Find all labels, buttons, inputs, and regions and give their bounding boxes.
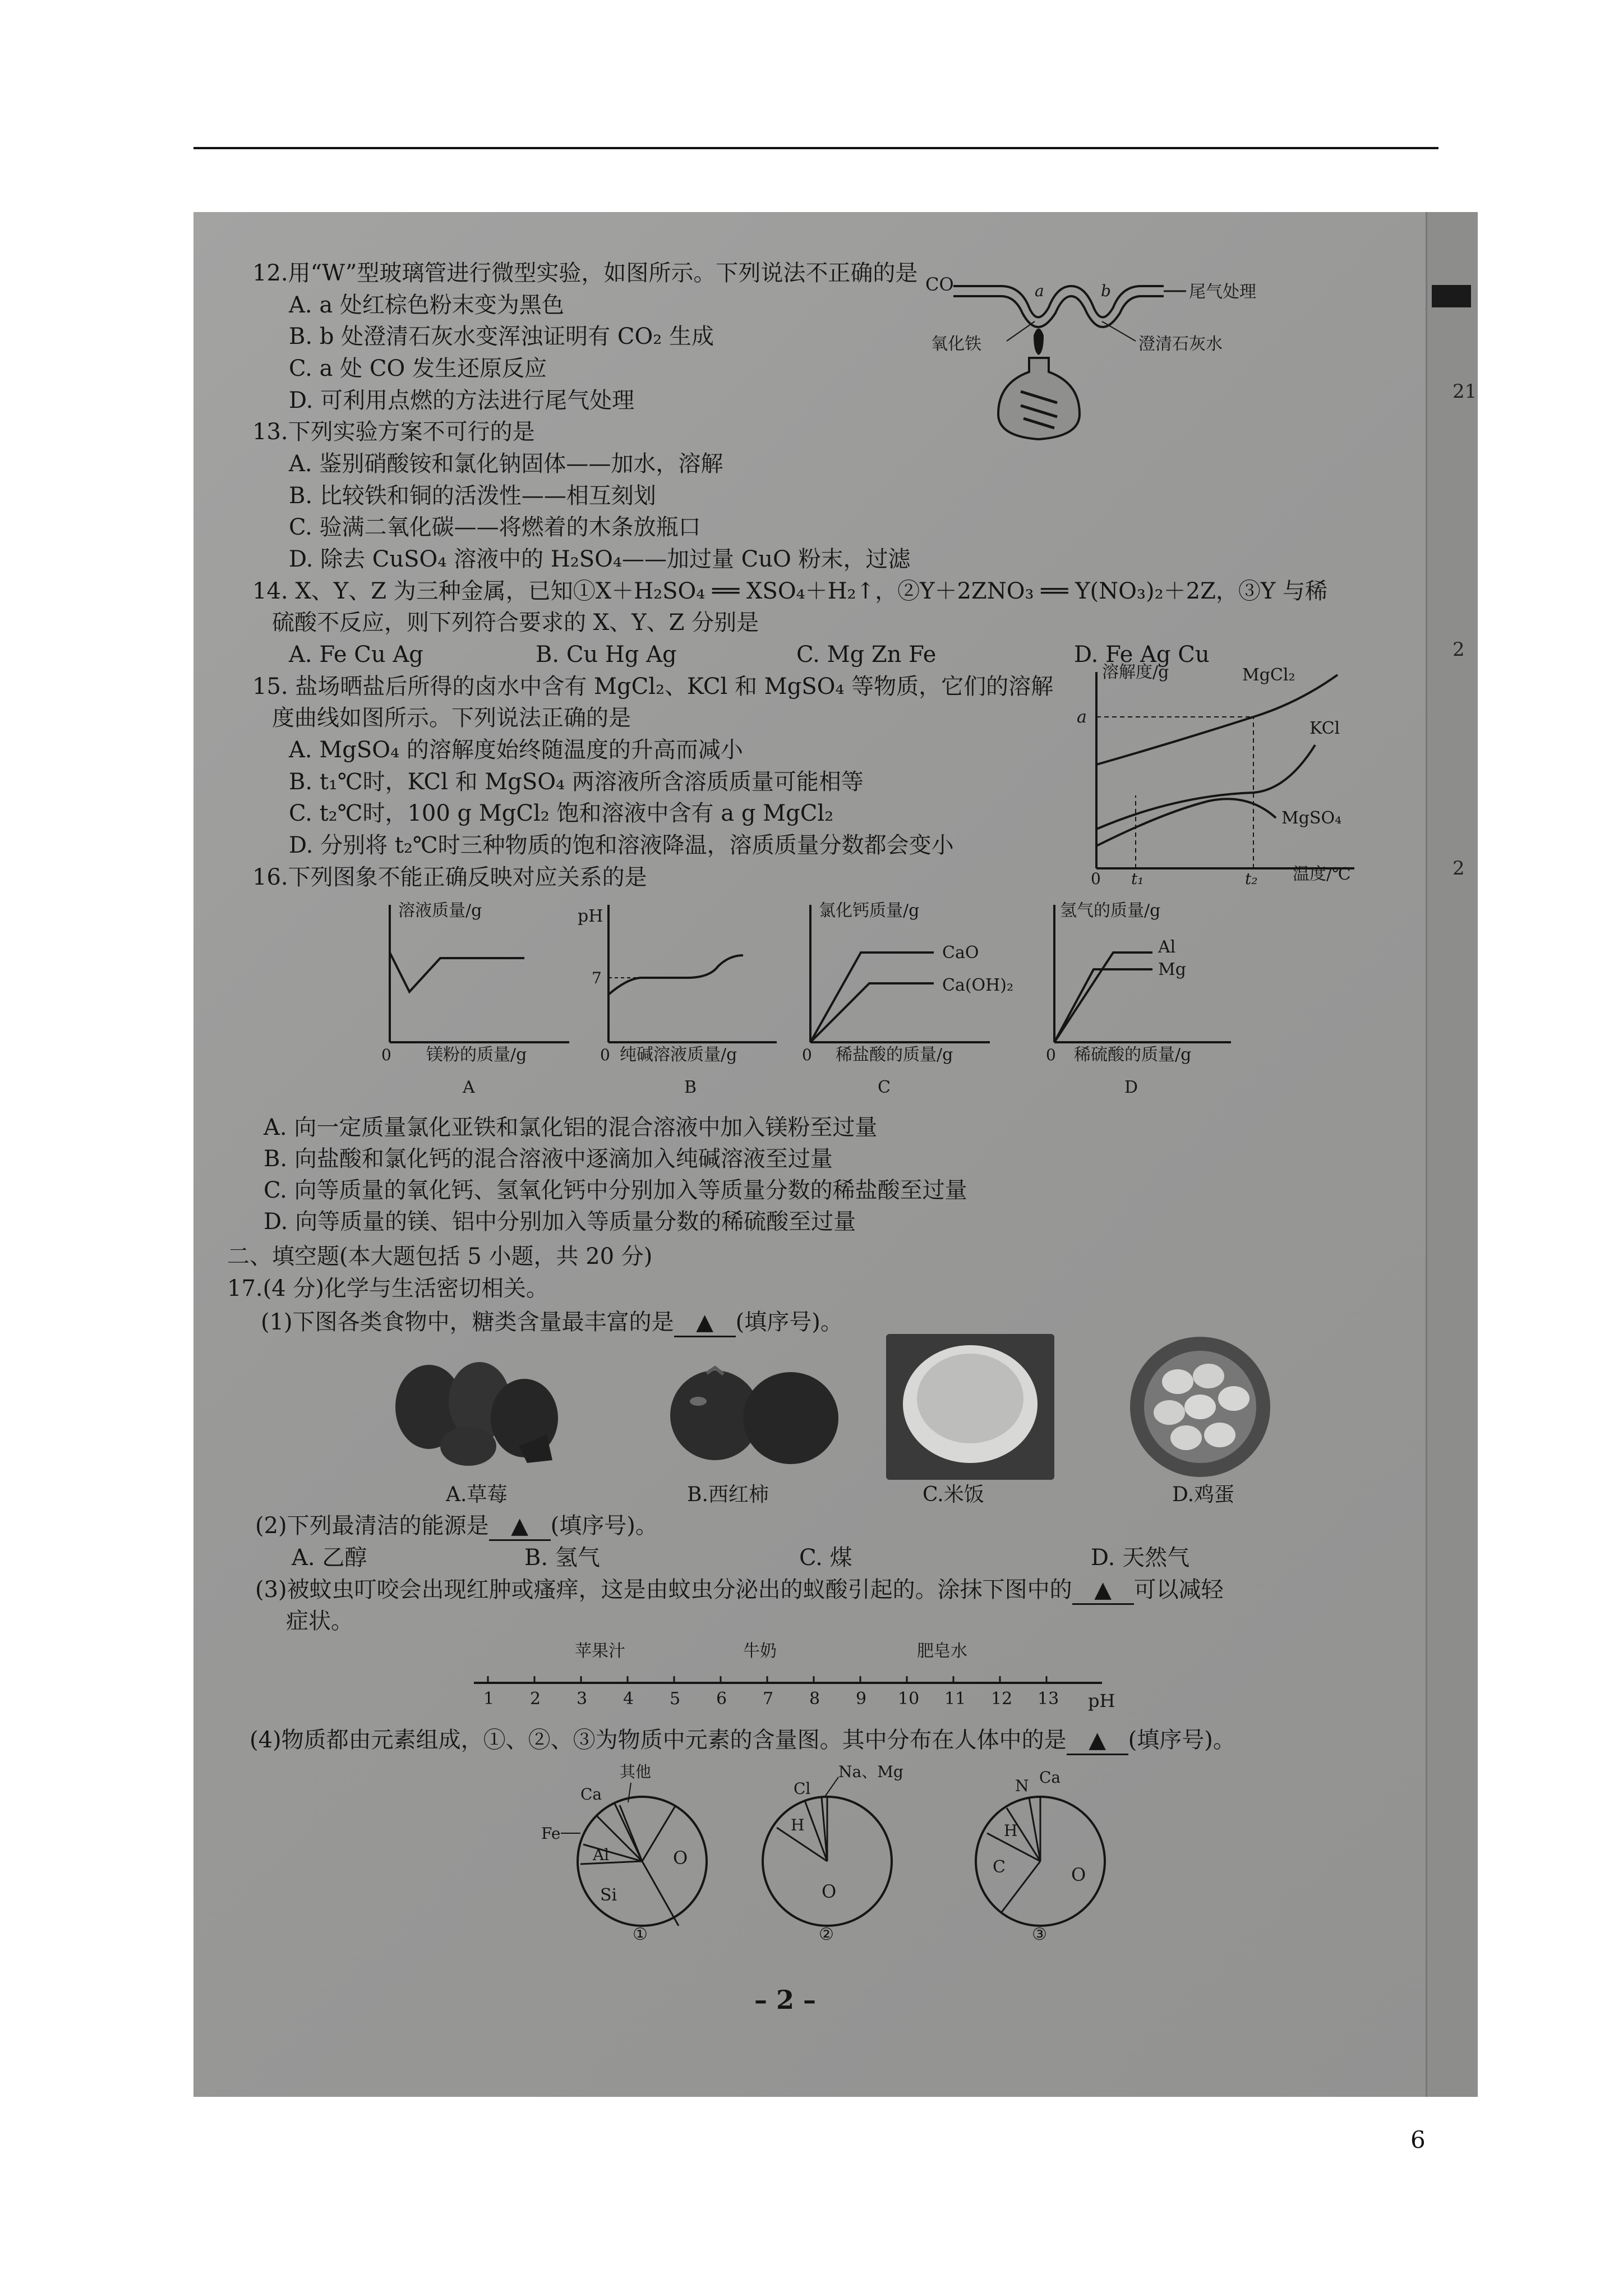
q14-line2: 硫酸不反应，则下列符合要求的 X、Y、Z 分别是 bbox=[272, 610, 759, 636]
svg-text:H: H bbox=[791, 1816, 805, 1834]
q14-option-c: C. Mg Zn Fe bbox=[796, 642, 937, 668]
ph-item-soap-water: 肥皂水 bbox=[917, 1641, 967, 1661]
q16-option-b: B. 向盐酸和氯化钙的混合溶液中逐滴加入纯碱溶液至过量 bbox=[264, 1146, 833, 1172]
food-label-c: C.米饭 bbox=[923, 1483, 984, 1506]
svg-text:0: 0 bbox=[600, 1046, 610, 1064]
iron-oxide-label: 氧化铁 bbox=[931, 334, 981, 354]
pie-chart-3 bbox=[939, 1760, 1141, 1944]
q12-option-a: A. a 处红棕色粉末变为黑色 bbox=[289, 292, 564, 318]
svg-text:Al: Al bbox=[1158, 937, 1176, 957]
q16-option-d: D. 向等质量的镁、铝中分别加入等质量分数的稀硫酸至过量 bbox=[264, 1209, 856, 1235]
mgcl2-label: MgCl₂ bbox=[1242, 665, 1295, 685]
graph-c bbox=[799, 896, 1035, 1098]
ph-item-milk: 牛奶 bbox=[743, 1641, 777, 1661]
strawberry-image bbox=[384, 1340, 580, 1469]
solubility-graph bbox=[1063, 661, 1377, 888]
svg-text:O: O bbox=[673, 1847, 688, 1869]
q17-part4: (4)物质都由元素组成，①、②、③为物质中元素的含量图。其中分布在人体中的是 ▲ (填序号)。 bbox=[250, 1727, 1235, 1755]
food-label-d: D.鸡蛋 bbox=[1172, 1483, 1235, 1506]
limewater-label: 澄清石灰水 bbox=[1138, 334, 1223, 354]
svg-text:Cl: Cl bbox=[794, 1779, 811, 1798]
svg-text:镁粉的质量/g: 镁粉的质量/g bbox=[426, 1045, 527, 1065]
svg-text:Ca(OH)₂: Ca(OH)₂ bbox=[942, 976, 1014, 995]
q16-option-c: C. 向等质量的氧化钙、氢氧化钙中分别加入等质量分数的稀盐酸至过量 bbox=[264, 1177, 967, 1203]
ph-tick-label: 7 bbox=[763, 1689, 774, 1709]
ph-tick-label: 4 bbox=[623, 1689, 634, 1709]
q12-option-b: B. b 处澄清石灰水变浑浊证明有 CO₂ 生成 bbox=[289, 324, 714, 349]
graph-d bbox=[1040, 896, 1276, 1098]
mgso4-curve bbox=[1096, 799, 1276, 846]
mgso4-label: MgSO₄ bbox=[1281, 808, 1342, 828]
eggs-image bbox=[1124, 1334, 1276, 1480]
pie-chart-2 bbox=[732, 1760, 945, 1944]
photo-page-number: – 2 – bbox=[754, 1985, 817, 2015]
q17-stem: 17.(4 分)化学与生活密切相关。 bbox=[227, 1276, 548, 1301]
svg-text:O: O bbox=[1071, 1864, 1086, 1885]
solubility-origin: 0 bbox=[1091, 869, 1101, 888]
pie-chart-1 bbox=[530, 1760, 732, 1944]
svg-text:氯化钙质量/g: 氯化钙质量/g bbox=[819, 901, 920, 921]
q12-option-d: D. 可利用点燃的方法进行尾气处理 bbox=[289, 388, 635, 413]
pie-3-number: ③ bbox=[1032, 1925, 1047, 1944]
ph-tick-label: 3 bbox=[577, 1689, 588, 1709]
svg-text:Ca: Ca bbox=[1039, 1768, 1061, 1787]
energy-option-d: D. 天然气 bbox=[1091, 1545, 1190, 1571]
w-tube-diagram bbox=[923, 274, 1315, 448]
svg-text:Na、Mg: Na、Mg bbox=[838, 1763, 903, 1781]
page-number: 6 bbox=[1410, 2126, 1426, 2154]
rice-image bbox=[886, 1334, 1054, 1480]
solubility-ylabel: 溶解度/g bbox=[1102, 662, 1169, 682]
q13-option-d: D. 除去 CuSO₄ 溶液中的 H₂SO₄——加过量 CuO 粉末，过滤 bbox=[289, 546, 911, 572]
svg-text:纯碱溶液质量/g: 纯碱溶液质量/g bbox=[620, 1045, 737, 1065]
ph-tick-label: 9 bbox=[856, 1689, 867, 1709]
q14-option-d: D. Fe Ag Cu bbox=[1074, 642, 1210, 668]
graph-c-letter: C bbox=[878, 1078, 891, 1097]
q15-option-c: C. t₂℃时，100 g MgCl₂ 饱和溶液中含有 a g MgCl₂ bbox=[289, 800, 834, 826]
tail-gas-label: 尾气处理 bbox=[1189, 282, 1256, 302]
answer-blank[interactable]: ▲ bbox=[489, 1512, 551, 1541]
q17-part1: (1)下图各类食物中，糖类含量最丰富的是 ▲ (填序号)。 bbox=[261, 1309, 843, 1337]
w-tube bbox=[953, 286, 1164, 318]
exam-photo bbox=[193, 212, 1478, 2097]
t2-label: t₂ bbox=[1245, 869, 1258, 888]
label-a: a bbox=[1035, 282, 1044, 300]
q15-option-d: D. 分别将 t₂℃时三种物质的饱和溶液降温，溶质质量分数都会变小 bbox=[289, 832, 954, 858]
ph-ticks bbox=[483, 1676, 1059, 1709]
svg-text:O: O bbox=[822, 1881, 837, 1902]
q14-line1: 14. X、Y、Z 为三种金属，已知①X＋H₂SO₄ ══ XSO₄＋H₂↑，②Y＋2ZNO₃ ══ Y(NO₃)₂＋2Z，③Y 与稀 bbox=[252, 578, 1327, 604]
svg-text:稀硫酸的质量/g: 稀硫酸的质量/g bbox=[1074, 1045, 1192, 1065]
t1-label: t₁ bbox=[1131, 869, 1144, 888]
svg-text:稀盐酸的质量/g: 稀盐酸的质量/g bbox=[836, 1045, 953, 1065]
q13-option-a: A. 鉴别硝酸铵和氯化钠固体——加水，溶解 bbox=[289, 451, 723, 477]
svg-text:7: 7 bbox=[592, 969, 602, 987]
ph-unit: pH bbox=[1088, 1690, 1115, 1711]
ph-tick-label: 13 bbox=[1038, 1689, 1059, 1709]
ph-tick-label: 2 bbox=[530, 1689, 541, 1709]
q16-option-a: A. 向一定质量氯化亚铁和氯化铝的混合溶液中加入镁粉至过量 bbox=[264, 1115, 878, 1140]
tomato-image bbox=[659, 1351, 844, 1469]
ph-tick-label: 1 bbox=[483, 1689, 495, 1709]
ph-tick-label: 5 bbox=[670, 1689, 681, 1709]
food-label-b: B.西红柿 bbox=[687, 1483, 769, 1506]
q13-option-b: B. 比较铁和铜的活泼性——相互刻划 bbox=[289, 483, 656, 509]
q13-stem: 13.下列实验方案不可行的是 bbox=[252, 419, 535, 445]
ph-scale bbox=[474, 1637, 1147, 1715]
co-inlet-label: CO bbox=[925, 274, 954, 295]
pie-1-number: ① bbox=[633, 1925, 648, 1944]
q14-option-a: A. Fe Cu Ag bbox=[289, 642, 423, 668]
q17-part2: (2)下列最清洁的能源是 ▲ (填序号)。 bbox=[255, 1512, 658, 1541]
solubility-xlabel: 温度/℃ bbox=[1293, 864, 1351, 884]
q12-stem: 12.用“W”型玻璃管进行微型实验，如图所示。下列说法不正确的是 bbox=[252, 260, 918, 286]
answer-blank[interactable]: ▲ bbox=[1067, 1727, 1128, 1755]
q16-stem: 16.下列图象不能正确反映对应关系的是 bbox=[252, 864, 647, 890]
q15-option-a: A. MgSO₄ 的溶解度始终随温度的升高而减小 bbox=[289, 737, 743, 763]
q17-part3-line2: 症状。 bbox=[286, 1608, 353, 1634]
ph-tick-label: 10 bbox=[898, 1689, 920, 1709]
edge-fragment: 2 bbox=[1453, 638, 1465, 661]
svg-text:Ca: Ca bbox=[580, 1785, 602, 1803]
svg-text:CaO: CaO bbox=[942, 943, 979, 963]
edge-fragment: 2 bbox=[1453, 857, 1465, 880]
header-rule bbox=[193, 147, 1438, 149]
graph-b-letter: B bbox=[684, 1078, 697, 1097]
answer-blank[interactable]: ▲ bbox=[674, 1309, 736, 1337]
ph-tick-label: 11 bbox=[944, 1689, 966, 1709]
section-2-heading: 二、填空题(本大题包括 5 小题，共 20 分) bbox=[227, 1244, 653, 1269]
ph-tick-label: 8 bbox=[809, 1689, 820, 1709]
svg-text:0: 0 bbox=[802, 1046, 812, 1064]
black-tab bbox=[1432, 285, 1471, 307]
ph-item-apple-juice: 苹果汁 bbox=[575, 1641, 625, 1661]
label-b: b bbox=[1101, 282, 1111, 300]
q13-option-c: C. 验满二氧化碳——将燃着的木条放瓶口 bbox=[289, 514, 701, 540]
svg-text:溶液质量/g: 溶液质量/g bbox=[398, 901, 482, 921]
svg-text:N: N bbox=[1015, 1777, 1029, 1795]
svg-text:氢气的质量/g: 氢气的质量/g bbox=[1060, 901, 1161, 921]
kcl-label: KCl bbox=[1310, 719, 1340, 738]
answer-blank[interactable]: ▲ bbox=[1072, 1576, 1134, 1605]
q15-line2: 度曲线如图所示。下列说法正确的是 bbox=[272, 705, 631, 731]
q15-option-b: B. t₁℃时，KCl 和 MgSO₄ 两溶液所含溶质质量可能相等 bbox=[289, 769, 864, 795]
svg-text:H: H bbox=[1004, 1821, 1018, 1840]
q14-option-b: B. Cu Hg Ag bbox=[536, 642, 677, 668]
energy-option-c: C. 煤 bbox=[799, 1545, 852, 1571]
photo-right-edge bbox=[1426, 212, 1478, 2097]
svg-text:Mg: Mg bbox=[1158, 960, 1186, 979]
energy-option-a: A. 乙醇 bbox=[292, 1545, 367, 1571]
graph-b bbox=[575, 896, 788, 1098]
mgcl2-curve bbox=[1096, 675, 1338, 765]
svg-text:0: 0 bbox=[1046, 1046, 1056, 1064]
graph-a bbox=[379, 896, 592, 1098]
q15-line1: 15. 盐场晒盐后所得的卤水中含有 MgCl₂、KCl 和 MgSO₄ 等物质，它们的溶解 bbox=[252, 674, 1054, 700]
svg-text:0: 0 bbox=[381, 1046, 391, 1064]
a-label: a bbox=[1077, 707, 1087, 727]
energy-option-b: B. 氢气 bbox=[524, 1545, 600, 1571]
svg-text:pH: pH bbox=[578, 907, 603, 926]
ph-tick-label: 6 bbox=[716, 1689, 727, 1709]
q17-part3: (3)被蚊虫叮咬会出现红肿或瘙痒，这是由蚊虫分泌出的蚁酸引起的。涂抹下图中的 ▲ 可以减轻 bbox=[255, 1576, 1224, 1605]
svg-text:Si: Si bbox=[600, 1885, 617, 1905]
graph-d-letter: D bbox=[1124, 1078, 1138, 1097]
edge-fragment: 21 bbox=[1453, 380, 1477, 403]
svg-text:其他: 其他 bbox=[620, 1763, 652, 1781]
svg-text:Fe: Fe bbox=[541, 1824, 561, 1843]
food-label-a: A.草莓 bbox=[446, 1483, 508, 1506]
graph-a-letter: A bbox=[463, 1078, 475, 1097]
svg-text:C: C bbox=[993, 1857, 1006, 1877]
pie-2-number: ② bbox=[819, 1925, 834, 1944]
ph-tick-label: 12 bbox=[991, 1689, 1013, 1709]
q12-option-c: C. a 处 CO 发生还原反应 bbox=[289, 356, 547, 381]
svg-text:Al: Al bbox=[593, 1846, 610, 1864]
